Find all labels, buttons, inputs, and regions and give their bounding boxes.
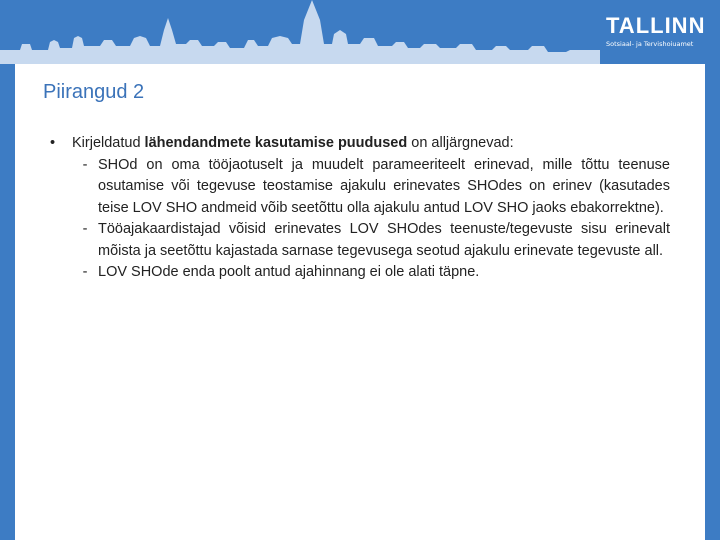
city-skyline-graphic — [0, 0, 600, 64]
dash-icon: - — [82, 156, 88, 173]
bullet-bold: lähendandmete kasutamise puudused — [144, 135, 408, 151]
dash-icon: - — [82, 221, 88, 237]
bullet-intro: Kirjeldatud — [72, 135, 145, 151]
bullet-rest: on alljärgnevad: — [407, 135, 514, 151]
bullet-icon: • — [50, 135, 56, 151]
slide-title: Piirangud 2 — [43, 81, 145, 103]
sub-item — [72, 219, 670, 262]
slide-content — [50, 133, 670, 284]
left-side-band — [0, 64, 15, 540]
bullet-item — [50, 133, 670, 155]
dash-icon: - — [82, 264, 88, 280]
sub-item-text: Tööajakaardistajad võisid erinevates LOV SHOdes teenuste/tegevuste sisu erinevalt mõista ja seetõttu kajastada sarnase tegevusega seotud ajakulu erinevate tegevuste all. — [98, 221, 670, 259]
header-band — [0, 0, 720, 64]
bullet-text — [72, 133, 514, 155]
sub-item-text: LOV SHOde enda poolt antud ajahinnang ei ole alati täpne. — [98, 264, 480, 280]
sub-item — [72, 155, 670, 220]
sub-item — [72, 262, 670, 284]
logo-wordmark: TALLINN — [606, 13, 706, 38]
sub-item-text: SHOd on oma tööjaotuselt ja muudelt parameeriteelt erinevad, mille tõttu teenuse osutamise või tegevuse teostamise ajakulu erinevates SHOdes on erinev (kasutades teise LOV SHO andmeid võib seetõttu olla ajakulu antud LOV SHO jaoks ebakorrektne). — [98, 156, 670, 216]
tallinn-logo — [606, 13, 706, 49]
logo-subtitle: Sotsiaal- ja Tervishoiuamet — [606, 40, 694, 48]
right-side-band — [705, 64, 720, 540]
